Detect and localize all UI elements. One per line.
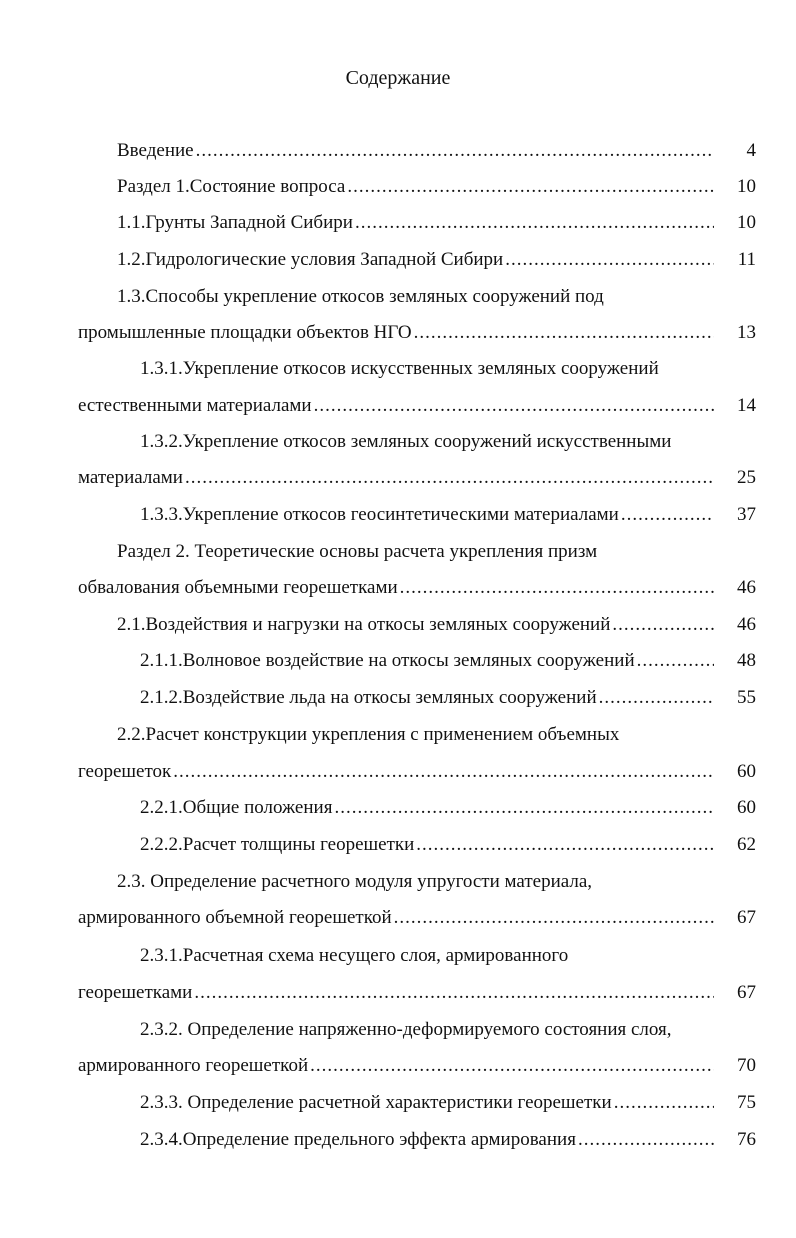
- toc-entry-section-2: [78, 576, 756, 600]
- toc-page-number: 67: [737, 982, 756, 1003]
- toc-page-number: 70: [737, 1055, 756, 1076]
- toc-entry-2-3-3: [140, 1091, 756, 1115]
- dot-leader: [173, 760, 714, 784]
- toc-entry-text: промышленные площадки объектов НГО: [78, 322, 412, 343]
- toc-page-number: 46: [737, 577, 756, 598]
- toc-entry-1-3-3: [140, 503, 756, 527]
- toc-entry-text: 1.3.3.Укрепление откосов геосинтетическими материалами: [140, 504, 619, 525]
- toc-entry-2-1-1: [140, 649, 756, 673]
- dot-leader: [612, 613, 714, 637]
- toc-entry-2-2-line1: 2.2.Расчет конструкции укрепления с применением объемных: [117, 724, 620, 745]
- toc-page-number: 60: [737, 797, 756, 818]
- toc-entry-1-1: [117, 211, 756, 235]
- toc-entry-text: 1.1.Грунты Западной Сибири: [117, 212, 353, 233]
- toc-entry-text: армированного георешеткой: [78, 1055, 309, 1076]
- toc-entry-text: 2.1.2.Воздействие льда на откосы земляных сооружений: [140, 687, 597, 708]
- dot-leader: [310, 1054, 714, 1078]
- toc-page-number: 10: [737, 212, 756, 233]
- toc-entry-2-3-4: [140, 1128, 756, 1152]
- dot-leader: [355, 211, 714, 235]
- toc-entry-2-3-1-line1: 2.3.1.Расчетная схема несущего слоя, армированного: [140, 945, 569, 966]
- toc-entry-2-3-2: [78, 1054, 756, 1078]
- dot-leader: [347, 175, 714, 199]
- toc-entry-text: 2.2.2.Расчет толщины георешетки: [140, 834, 415, 855]
- toc-entry-text: георешетками: [78, 982, 193, 1003]
- toc-entry-1-3: [78, 321, 756, 345]
- toc-page-number: 46: [737, 614, 756, 635]
- toc-entry-text: материалами: [78, 467, 183, 488]
- toc-entry-1-3-line1: 1.3.Способы укрепление откосов земляных сооружений под: [117, 286, 604, 307]
- toc-page-number: 62: [737, 834, 756, 855]
- toc-entry-text: Введение: [117, 140, 194, 161]
- toc-page-number: 10: [737, 176, 756, 197]
- toc-page-number: 25: [737, 467, 756, 488]
- toc-entry-2-3-1: [78, 981, 756, 1005]
- dot-leader: [505, 248, 714, 272]
- dot-leader: [637, 649, 714, 673]
- toc-page-number: 11: [737, 249, 756, 270]
- toc-page-number: 4: [746, 140, 756, 161]
- dot-leader: [414, 321, 714, 345]
- toc-entry-1-3-1: [78, 394, 756, 418]
- toc-entry-section-1: [117, 175, 756, 199]
- dot-leader: [578, 1128, 714, 1152]
- toc-entry-1-3-2: [78, 466, 756, 490]
- toc-entry-2-2-1: [140, 796, 756, 820]
- dot-leader: [334, 796, 714, 820]
- toc-entry-text: 2.3.3. Определение расчетной характеристики георешетки: [140, 1092, 612, 1113]
- toc-entry-1-3-1-line1: 1.3.1.Укрепление откосов искусственных земляных сооружений: [140, 358, 659, 379]
- toc-entry-2-3: [78, 906, 756, 930]
- toc-entry-1-2: [117, 248, 756, 272]
- toc-entry-text: 2.3.4.Определение предельного эффекта армирования: [140, 1129, 576, 1150]
- toc-entry-text: 2.1.1.Волновое воздействие на откосы земляных сооружений: [140, 650, 635, 671]
- toc-entry-introduction: [117, 139, 756, 163]
- toc-entry-text: георешеток: [78, 761, 172, 782]
- toc-entry-text: 2.1.Воздействия и нагрузки на откосы земляных сооружений: [117, 614, 611, 635]
- toc-page-number: 67: [737, 907, 756, 928]
- toc-entry-2-3-line1: 2.3. Определение расчетного модуля упругости материала,: [117, 871, 593, 892]
- dot-leader: [196, 139, 714, 163]
- toc-page-number: 13: [737, 322, 756, 343]
- dot-leader: [185, 466, 714, 490]
- toc-entry-text: Раздел 1.Состояние вопроса: [117, 176, 346, 197]
- toc-entry-text: 1.2.Гидрологические условия Западной Сибири: [117, 249, 504, 270]
- toc-entry-2-1-2: [140, 686, 756, 710]
- toc-entry-text: 2.2.1.Общие положения: [140, 797, 333, 818]
- toc-entry-1-3-2-line1: 1.3.2.Укрепление откосов земляных сооружений искусственными: [140, 431, 672, 452]
- dot-leader: [621, 503, 714, 527]
- toc-entry-text: армированного объемной георешеткой: [78, 907, 392, 928]
- dot-leader: [614, 1091, 714, 1115]
- dot-leader: [394, 906, 714, 930]
- dot-leader: [599, 686, 714, 710]
- toc-page-number: 48: [737, 650, 756, 671]
- toc-page-number: 75: [737, 1092, 756, 1113]
- toc-page-number: 14: [737, 395, 756, 416]
- toc-page-number: 76: [737, 1129, 756, 1150]
- toc-page-number: 55: [737, 687, 756, 708]
- dot-leader: [314, 394, 714, 418]
- dot-leader: [416, 833, 714, 857]
- toc-entry-2-3-2-line1: 2.3.2. Определение напряженно-деформируемого состояния слоя,: [140, 1019, 672, 1040]
- page-title: Содержание: [345, 67, 451, 89]
- toc-entry-2-2: [78, 760, 756, 784]
- dot-leader: [400, 576, 714, 600]
- toc-entry-text: обвалования объемными георешетками: [78, 577, 398, 598]
- dot-leader: [194, 981, 714, 1005]
- toc-entry-text: естественными материалами: [78, 395, 312, 416]
- toc-entry-2-2-2: [140, 833, 756, 857]
- toc-page-number: 60: [737, 761, 756, 782]
- toc-page-number: 37: [737, 504, 756, 525]
- toc-entry-2-1: [117, 613, 756, 637]
- toc-entry-section-2-line1: Раздел 2. Теоретические основы расчета укрепления призм: [117, 541, 598, 562]
